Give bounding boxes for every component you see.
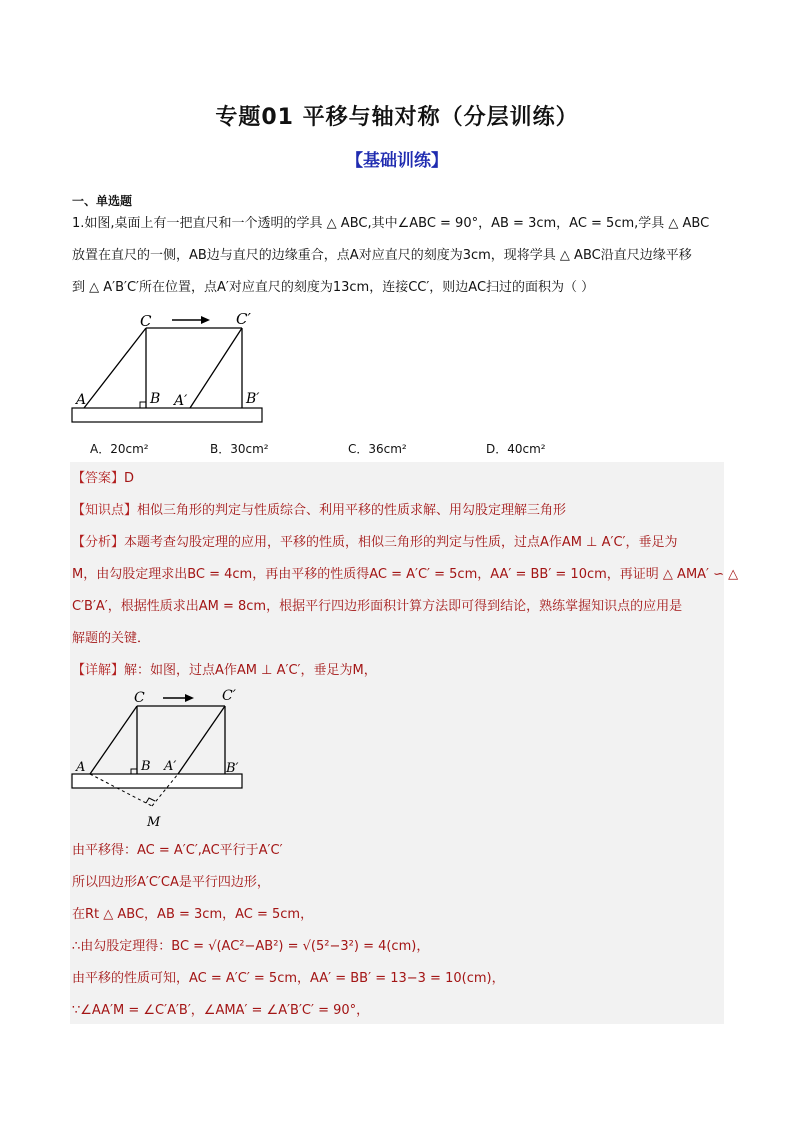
- detail-line: 【详解】解：如图，过点A作AM ⊥ A′C′，垂足为M，: [72, 663, 377, 678]
- arrow-right-icon: [172, 316, 210, 324]
- answer-line: [72, 470, 722, 488]
- label-a-prime: A′: [174, 393, 188, 409]
- label-c: C: [140, 312, 152, 330]
- solution-line-5: 由平移的性质可知，AC = A′C′ = 5cm，AA′ = BB′ = 13−3 = 10(cm)，: [72, 971, 505, 986]
- label-c-prime: C′: [222, 688, 236, 704]
- choice-b[interactable]: B．30cm²: [210, 442, 269, 456]
- label-a-prime: A′: [164, 759, 177, 774]
- analysis-line-2: M，由勾股定理求出BC = 4cm，再由平移的性质得AC = A′C′ = 5cm，AA′ = BB′ = 10cm，再证明 △ AMA′ ∽ △: [72, 567, 739, 582]
- label-c-prime: C′: [236, 310, 251, 328]
- knowledge-text: 相似三角形的判定与性质综合、利用平移的性质求解、用勾股定理解三角形: [137, 503, 567, 518]
- ruler: [72, 408, 262, 422]
- detail-tag: 【详解】: [72, 663, 125, 678]
- analysis-line-4: 解题的关键．: [72, 631, 151, 646]
- section-subtitle: 【基础训练】: [346, 151, 448, 171]
- solution-line-6: ∵∠AA′M = ∠C′A′B′，∠AMA′ = ∠A′B′C′ = 90°，: [72, 1003, 370, 1018]
- label-b-prime: B′: [226, 761, 239, 776]
- label-b: B: [150, 391, 161, 407]
- figure-ruler-translation: [60, 306, 280, 430]
- label-c: C: [134, 690, 145, 706]
- solution-line-3: 在Rt △ ABC，AB = 3cm，AC = 5cm，: [72, 907, 314, 922]
- label-a: A: [76, 760, 86, 775]
- analysis-tag: 【分析】: [72, 535, 125, 550]
- question-line-1: 1.如图,桌面上有一把直尺和一个透明的学具 △ ABC,其中∠ABC = 90°，AB = 3cm，AC = 5cm,学具 △ ABC: [72, 216, 710, 231]
- analysis-line-1: 【分析】本题考查勾股定理的应用，平移的性质，相似三角形的判定与性质，过点A作AM ⊥ A′C′，垂足为: [72, 535, 678, 550]
- figure-solution-diagram: [60, 684, 260, 832]
- question-line-3: 到 △ A′B′C′所在位置，点A′对应直尺的刻度为13cm，连接CC′，则边AC扫过的面积为（ ）: [72, 280, 595, 295]
- question-line-2: 放置在直尺的一侧，AB边与直尺的边缘重合，点A对应直尺的刻度为3cm，现将学具 △ ABC沿直尺边缘平移: [72, 248, 692, 263]
- label-b: B: [141, 759, 151, 774]
- question-type-heading: 一、单选题: [72, 194, 133, 208]
- knowledge-line: [72, 502, 722, 520]
- page-title: 专题01 平移与轴对称（分层训练）: [215, 105, 579, 130]
- choice-d[interactable]: D．40cm²: [486, 442, 546, 456]
- right-angle-mark: [140, 402, 146, 408]
- arrow-right-icon: [163, 694, 194, 702]
- analysis-line-3: C′B′A′，根据性质求出AM = 8cm，根据平行四边形面积计算方法即可得到结论，熟练掌握知识点的应用是: [72, 599, 683, 614]
- label-b-prime: B′: [246, 391, 260, 407]
- solution-line-2: 所以四边形A′C′CA是平行四边形，: [72, 875, 270, 890]
- answer-value: D: [124, 471, 135, 486]
- choice-a[interactable]: A．20cm²: [90, 442, 149, 456]
- label-m: M: [147, 815, 161, 830]
- choice-c[interactable]: C．36cm²: [348, 442, 407, 456]
- solution-line-1: 由平移得：AC = A′C′,AC平行于A′C′: [72, 843, 283, 858]
- solution-line-4: ∴由勾股定理得：BC = √(AC²−AB²) = √(5²−3²) = 4(cm)，: [72, 939, 430, 954]
- right-angle-mark-m: [146, 798, 155, 803]
- answer-tag: 【答案】: [72, 471, 125, 486]
- knowledge-tag: 【知识点】: [72, 503, 138, 518]
- label-a: A: [76, 392, 87, 408]
